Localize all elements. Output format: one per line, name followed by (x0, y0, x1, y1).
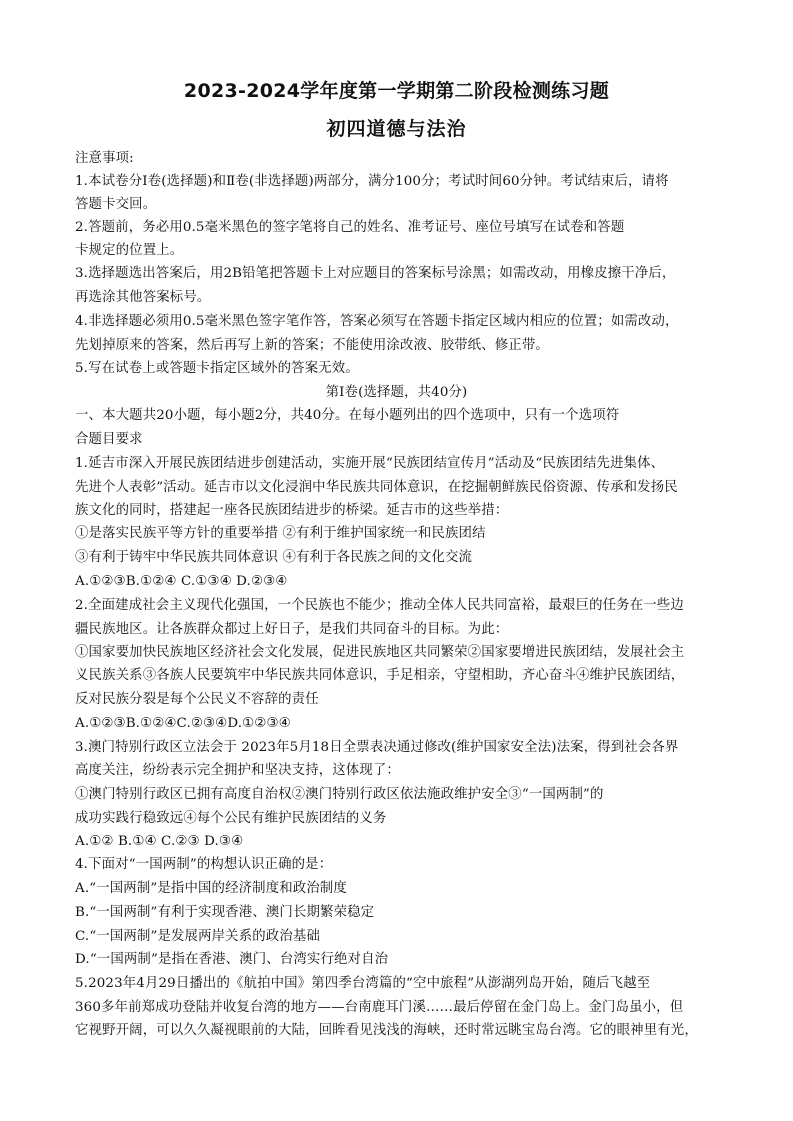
question-1-options: A.①②③B.①②④ C.①③④ D.②③④ (75, 574, 288, 589)
question-2-line: 反对民族分裂是每个公民义不容辞的责任 (75, 692, 319, 707)
question-2-line: ①国家要加快民族地区经济社会文化发展，促进民族地区共同繁荣②国家要增进民族团结，发展社会主 (75, 645, 685, 660)
question-1-line: 族文化的同时，搭建起一座各民族团结进步的桥梁。延吉市的这些举措： (75, 503, 509, 518)
notice-line: 再选涂其他答案标号。 (75, 290, 211, 305)
notice-line: 5.写在试卷上或答题卡指定区域外的答案无效。 (75, 361, 359, 376)
question-1-line: ③有利于铸牢中华民族共同体意识 ④有利于各民族之间的文化交流 (75, 550, 473, 565)
exam-title: 2023-2024学年度第一学期第二阶段检测练习题 (183, 80, 610, 102)
notice-line: 1.本试卷分Ⅰ卷(选择题)和Ⅱ卷(非选择题)两部分，满分100分；考试时间60分钟。考试结束后，请将 (75, 174, 669, 189)
question-4-option: C.“一国两制”是发展两岸关系的政治基础 (75, 929, 320, 944)
question-2-line: 2.全面建成社会主义现代化强国，一个民族也不能少；推动全体人民共同富裕，最艰巨的任务在一些边 (75, 598, 684, 613)
notice-line: 卡规定的位置上。 (75, 243, 184, 258)
question-5-line: 360多年前郑成功登陆并收复台湾的地方——台南鹿耳门溪……最后停留在金门岛上。金门岛虽小，但 (75, 1000, 684, 1015)
question-5-line: 5.2023年4月29日播出的《航拍中国》第四季台湾篇的“空中旅程”从澎湖列岛开始，随后飞越至 (75, 976, 651, 991)
question-3-line: ①澳门特别行政区已拥有高度自治权②澳门特别行政区依法施政维护安全③“一国两制”的 (75, 787, 604, 802)
question-2-line: 疆民族地区。让各族群众都过上好日子，是我们共同奋斗的目标。为此： (75, 622, 509, 637)
question-1-line: ①是落实民族平等方针的重要举措 ②有利于维护国家统一和民族团结 (75, 526, 486, 541)
section-instruction: 合题目要求 (75, 432, 143, 447)
question-3-line: 高度关注，纷纷表示完全拥护和坚决支持，这体现了： (75, 763, 400, 778)
section-heading: 第Ⅰ卷(选择题，共40分) (325, 385, 468, 400)
question-2-options: A.①②③B.①②④C.②③④D.①②③④ (75, 716, 291, 731)
question-4-stem: 4.下面对“一国两制”的构想认识正确的是： (75, 857, 333, 872)
question-1-line: 先进个人表彰”活动。延吉市以文化浸润中华民族共同体意识，在挖掘朝鲜族民俗资源、传承和发扬民 (75, 480, 678, 495)
question-3-line: 成功实践行稳致远④每个公民有维护民族团结的义务 (75, 811, 387, 826)
question-3-options: A.①② B.①④ C.②③ D.③④ (75, 834, 244, 849)
question-4-option: D.“一国两制”是指在香港、澳门、台湾实行绝对自治 (75, 952, 389, 967)
notice-line: 3.选择题选出答案后，用2B铅笔把答题卡上对应题目的答案标号涂黑；如需改动，用橡皮擦干净后， (75, 266, 676, 281)
question-4-option: B.“一国两制”有利于实现香港、澳门长期繁荣稳定 (75, 905, 375, 920)
question-5-line: 它视野开阔，可以久久凝视眼前的大陆，回眸看见浅浅的海峡，还时常远眺宝岛台湾。它的眼神里有光， (75, 1023, 698, 1038)
section-instruction: 一、本大题共20小题，每小题2分，共40分。在每小题列出的四个选项中，只有一个选项符 (75, 408, 620, 423)
question-4-option: A.“一国两制”是指中国的经济制度和政治制度 (75, 881, 347, 896)
notice-line: 2.答题前，务必用0.5毫米黑色的签字笔将自己的姓名、准考证号、座位号填写在试卷和答题 (75, 220, 625, 235)
notice-heading: 注意事项: (75, 151, 134, 166)
question-1-line: 1.延吉市深入开展民族团结进步创建活动，实施开展“民族团结宣传月”活动及“民族团结先进集体、 (75, 456, 665, 471)
notice-line: 答题卡交回。 (75, 197, 157, 212)
notice-line: 先划掉原来的答案，然后再写上新的答案；不能使用涂改液、胶带纸、修正带。 (75, 338, 549, 353)
question-3-line: 3.澳门特别行政区立法会于 2023年5月18日全票表决通过修改(维护国家安全法)法案，得到社会各界 (75, 740, 679, 755)
notice-line: 4.非选择题必须用0.5毫米黑色签字笔作答，答案必须写在答题卡指定区域内相应的位置；如需改动， (75, 314, 679, 329)
exam-subtitle: 初四道德与法治 (326, 118, 467, 140)
question-2-line: 义民族关系③各族人民要筑牢中华民族共同体意识，手足相亲，守望相助，齐心奋斗④维护民族团结， (75, 668, 685, 683)
